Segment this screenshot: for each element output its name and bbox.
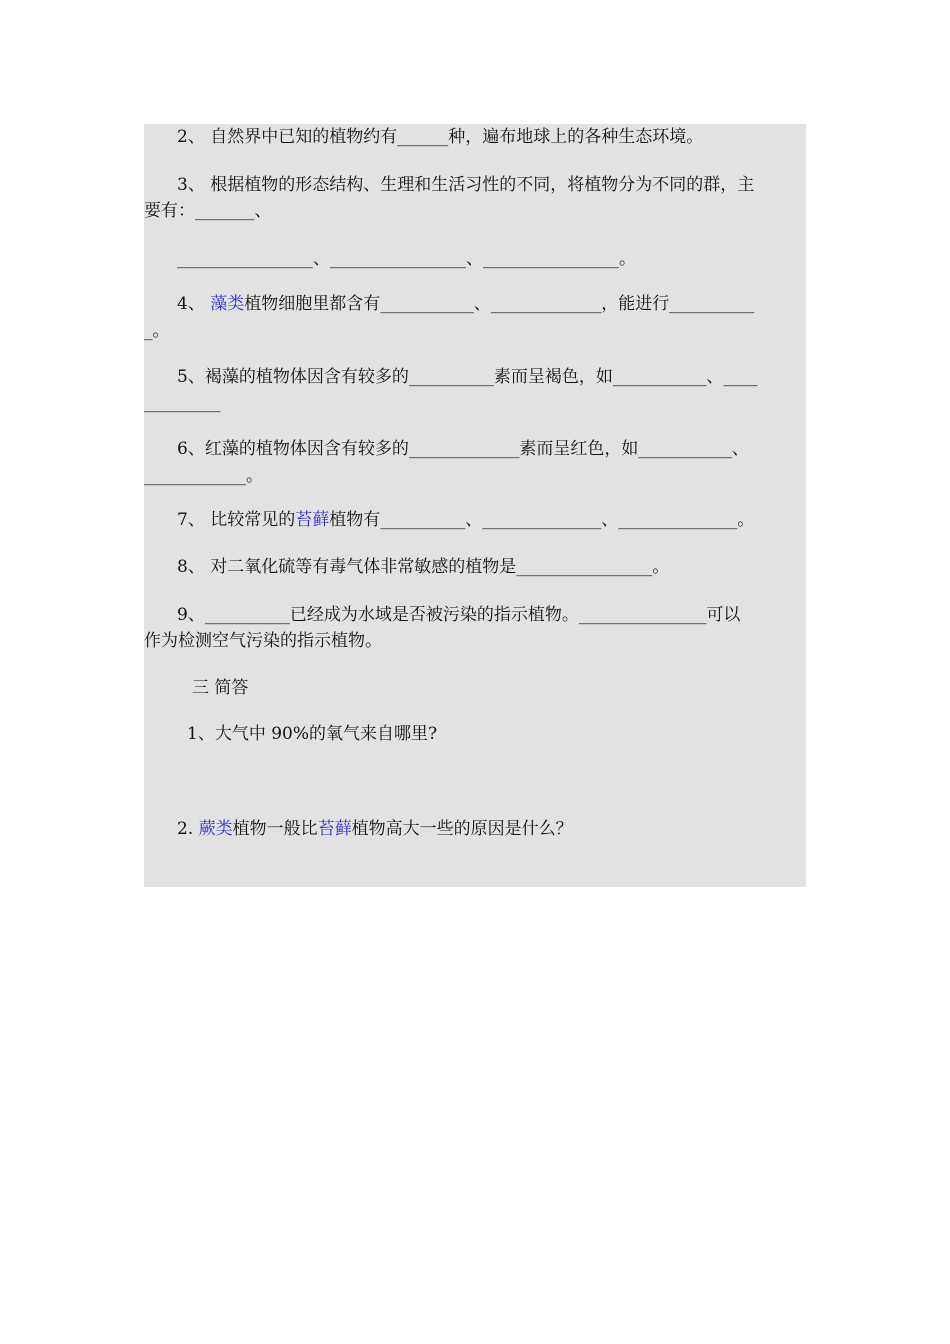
question-4-prefix: 4、 bbox=[177, 294, 211, 314]
moss-link[interactable]: 苔藓 bbox=[295, 510, 330, 530]
question-5-line1: 5、褐藻的植物体因含有较多的__________素而呈褐色，如___________、____ bbox=[177, 367, 758, 387]
question-8: 8、 对二氧化硫等有毒气体非常敏感的植物是________________。 bbox=[177, 557, 670, 577]
algae-link[interactable]: 藻类 bbox=[210, 294, 245, 314]
question-3-line1: 3、 根据植物的形态结构、生理和生活习性的不同，将植物分为不同的群，主 bbox=[177, 175, 755, 195]
section-3-heading: 三 简答 bbox=[192, 678, 249, 698]
document-panel bbox=[144, 124, 806, 887]
question-3-line3: ________________、________________、________________。 bbox=[177, 249, 636, 269]
short-answer-1: 1、大气中 90%的氧气来自哪里? bbox=[187, 724, 438, 744]
question-6-line2: ____________。 bbox=[144, 466, 263, 486]
question-4-line1 bbox=[177, 293, 754, 315]
question-4-line2: _。 bbox=[144, 321, 170, 341]
moss-link-2[interactable]: 苔藓 bbox=[317, 819, 352, 839]
question-5-line2: _________ bbox=[144, 393, 221, 413]
question-6-line1: 6、红藻的植物体因含有较多的_____________素而呈红色，如___________、 bbox=[177, 439, 749, 459]
short-answer-2-mid: 植物一般比 bbox=[232, 819, 318, 839]
question-2: 2、 自然界中已知的植物约有______种，遍布地球上的各种生态环境。 bbox=[177, 127, 704, 147]
question-3-line2: 要有：_______、 bbox=[144, 201, 272, 221]
short-answer-2 bbox=[177, 818, 573, 840]
question-7-prefix: 7、 比较常见的 bbox=[177, 510, 296, 530]
question-4-text: 植物细胞里都含有___________、_____________，能进行__________ bbox=[244, 294, 755, 314]
short-answer-2-prefix: 2. bbox=[177, 819, 199, 839]
fern-link[interactable]: 蕨类 bbox=[198, 819, 233, 839]
question-7 bbox=[177, 509, 754, 531]
question-9-line1: 9、__________已经成为水域是否被污染的指示植物。_______________可以 bbox=[177, 605, 741, 625]
question-7-text: 植物有__________、______________、______________。 bbox=[329, 510, 755, 530]
question-9-line2: 作为检测空气污染的指示植物。 bbox=[144, 631, 382, 651]
short-answer-2-text: 植物高大一些的原因是什么？ bbox=[351, 819, 573, 839]
